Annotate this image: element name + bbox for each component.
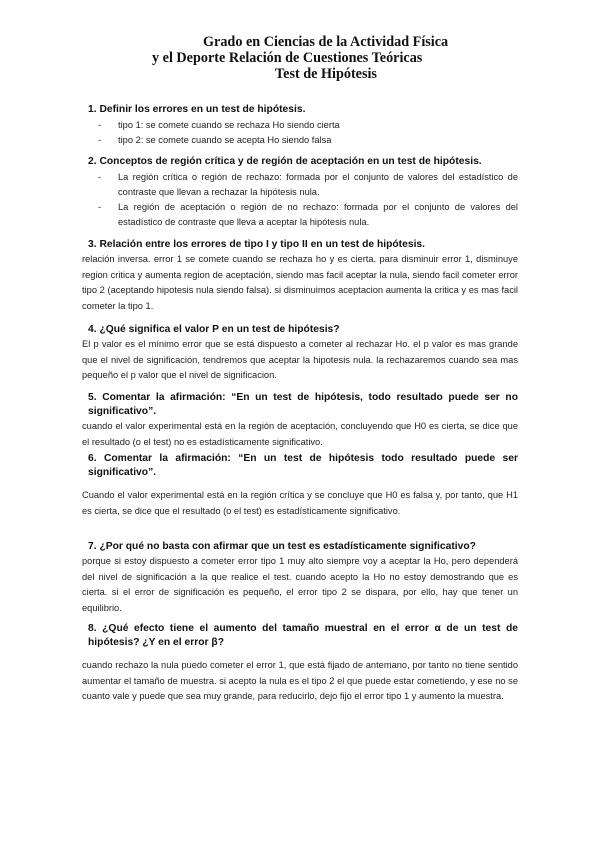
- bullet-2-2: [82, 200, 518, 230]
- answer-8: cuando rechazo la nula puedo cometer el error 1, que está fijado de antemano, por tanto no tiene sentido aumentar el tamaño de muestra. si acepto la nula es el tipo 2 el que puede estar cometiendo, y ese no se cuanto vale y puede que sea muy grande, para reducirlo, dejo fijo el error tipo 1 y aumento la muestra.: [82, 660, 518, 702]
- section-8: [82, 622, 518, 705]
- bullet-1-1: [82, 118, 518, 133]
- answer-3: relación inversa. error 1 se comete cuando se rechaza ho y es cierta. para disminuir error 1, disminuye region critica y aumenta region de aceptación, siendo mas facil aceptar la nula, siendo facil cometer error tipo 2 (aceptando hipotesis nula siendo falsa). si disminuimos aceptacion aumenta la critica y es mas facil cometer la tipo 1.: [82, 254, 518, 312]
- answer-6: Cuando el valor experimental está en la región crítica y se concluye que H0 es falsa y, por tanto, que H1 es cierta, se dice que el resultado (o el test) es estadísticamente significativo.: [82, 490, 518, 516]
- section-1: [82, 103, 518, 148]
- question-8: 8. ¿Qué efecto tiene el aumento del tamaño muestral en el error α de un test de hipótesis? ¿Y en el error β?: [88, 623, 518, 648]
- question-5: 5. Comentar la afirmación: “En un test de hipótesis, todo resultado puede ser no significativo”.: [88, 392, 518, 417]
- section-3: [82, 238, 518, 315]
- bullet-text: La región de aceptación o región de no rechazo: formada por el conjunto de valores del estadístico de contraste que lleva a aceptar la hipótesis nula.: [118, 202, 518, 227]
- bullet-marker: -: [98, 172, 102, 182]
- bullet-marker: -: [98, 202, 102, 212]
- question-3: 3. Relación entre los errores de tipo I y tipo II en un test de hipótesis.: [88, 239, 426, 250]
- bullet-2-1: [82, 170, 518, 200]
- title-line-1: Grado en Ciencias de la Actividad Física: [203, 34, 449, 50]
- section-4: [82, 323, 518, 384]
- section-6: [82, 452, 518, 519]
- title-line-2: y el Deporte Relación de Cuestiones Teóricas: [152, 50, 423, 66]
- answer-7: porque si estoy dispuesto a cometer error tipo 1 muy alto siempre voy a aceptar la Ho, pero dependerá del nivel de significación a la que realice el test. cuando acepto la Ho no estoy demostrando que es cierta. si el error de significación es pequeño, el error tipo 2 se dispara, por ello, hay que tener un equilibrio.: [82, 556, 518, 614]
- question-7: 7. ¿Por qué no basta con afirmar que un test es estadísticamente significativo?: [88, 541, 476, 552]
- bullet-text: La región crítica o región de rechazo: formada por el conjunto de valores del estadístico de contraste que llevan a rechazar la hipótesis nula.: [118, 172, 518, 197]
- section-5: [82, 391, 518, 450]
- bullet-text: tipo 1: se comete cuando se rechaza Ho siendo cierta: [118, 120, 340, 130]
- question-1: 1. Definir los errores en un test de hipótesis.: [88, 104, 306, 115]
- section-7: [82, 540, 518, 617]
- section-2: [82, 155, 518, 230]
- question-6: 6. Comentar la afirmación: “En un test de hipótesis todo resultado puede ser significativo”.: [88, 453, 518, 478]
- answer-4: El p valor es el mínimo error que se está dispuesto a cometer al rechazar Ho. el p valor es mas grande que el nivel de significación, tendremos que aceptar la hipotesis nula. la rechazaremos cuando sea mas pequeño el p valor que el nivel de significacion.: [82, 339, 518, 381]
- answer-5: cuando el valor experimental está en la región de aceptación, concluyendo que H0 es cierta, se dice que el resultado (o el test) no es estadísticamente significativo.: [82, 421, 518, 447]
- bullet-marker: -: [98, 135, 102, 145]
- title-line-3: Test de Hipótesis: [275, 66, 377, 82]
- bullet-marker: -: [98, 120, 102, 130]
- bullet-1-2: [82, 133, 518, 148]
- bullet-text: tipo 2: se comete cuando se acepta Ho siendo falsa: [118, 135, 332, 145]
- question-2: 2. Conceptos de región crítica y de región de aceptación en un test de hipótesis.: [88, 156, 482, 167]
- question-4: 4. ¿Qué significa el valor P en un test de hipótesis?: [88, 324, 340, 335]
